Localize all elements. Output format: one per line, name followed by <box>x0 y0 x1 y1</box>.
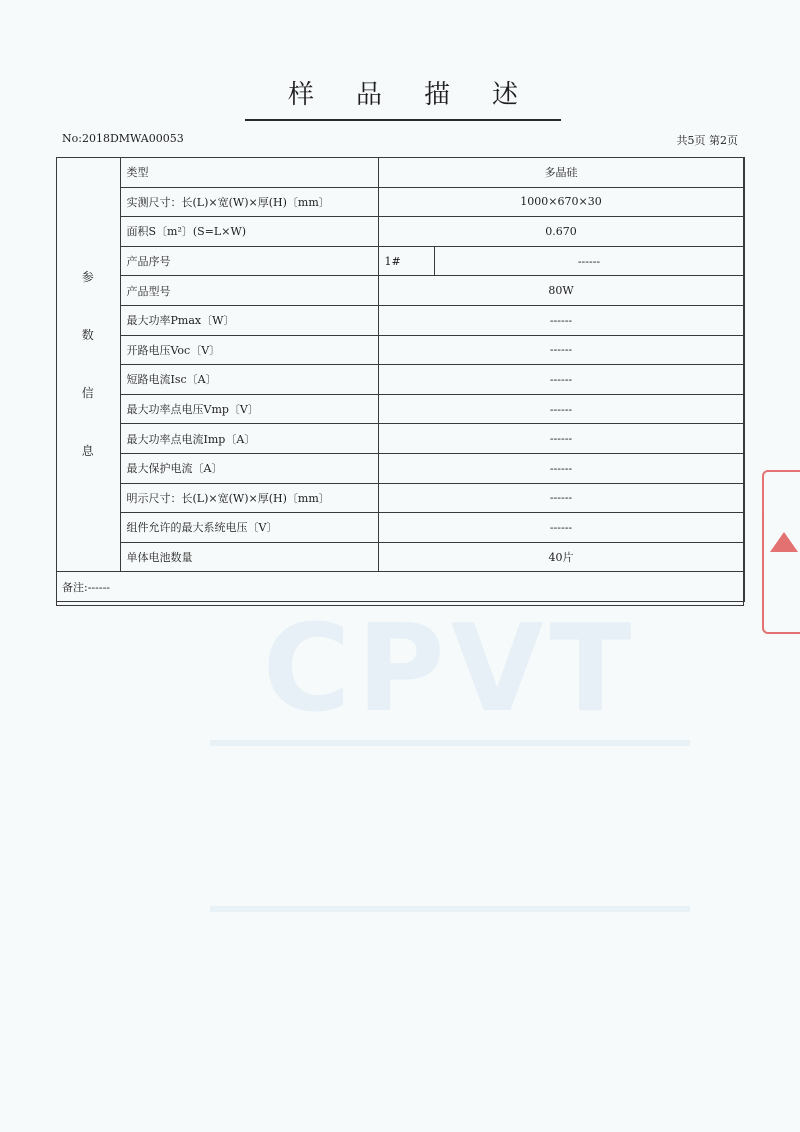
param-value: ------ <box>378 483 744 513</box>
seal-stamp <box>762 470 800 634</box>
group-label-char: 参 <box>81 270 94 285</box>
table-row <box>56 542 744 572</box>
table-row <box>56 394 744 424</box>
page-info: 共5页 第2页 <box>676 134 738 147</box>
param-label: 最大保护电流〔A〕 <box>120 453 378 483</box>
param-label: 最大功率点电压Vmp〔V〕 <box>120 394 378 424</box>
report-number: No:2018DMWA00053 <box>62 132 184 145</box>
param-label: 实测尺寸：长(L)×宽(W)×厚(H)〔mm〕 <box>120 187 378 217</box>
table-row <box>56 365 744 395</box>
table-row <box>56 335 744 365</box>
param-value: ------ <box>434 246 744 276</box>
table-row <box>56 187 744 217</box>
param-label: 组件允许的最大系统电压〔V〕 <box>120 513 378 543</box>
table-row <box>56 513 744 543</box>
param-value: ------ <box>378 394 744 424</box>
table-row <box>56 483 744 513</box>
watermark-band <box>210 740 690 912</box>
table-row <box>56 453 744 483</box>
page-title: 样品描述 <box>245 74 561 121</box>
param-value: ------ <box>378 424 744 454</box>
group-label-char: 信 <box>81 386 94 401</box>
group-label-char: 数 <box>81 328 94 343</box>
table-row <box>56 424 744 454</box>
remark-row <box>56 572 744 602</box>
param-value: ------ <box>378 513 744 543</box>
remark-text: 备注:------ <box>56 572 744 602</box>
param-label: 类型 <box>120 158 378 188</box>
param-value: 40片 <box>378 542 744 572</box>
table-row <box>56 217 744 247</box>
param-value: ------ <box>378 365 744 395</box>
param-value: 多晶硅 <box>378 158 744 188</box>
param-value: 0.670 <box>378 217 744 247</box>
param-label: 产品序号 <box>120 246 378 276</box>
group-label-cell <box>56 158 120 572</box>
param-label: 明示尺寸：长(L)×宽(W)×厚(H)〔mm〕 <box>120 483 378 513</box>
param-value: ------ <box>378 453 744 483</box>
param-value: ------ <box>378 335 744 365</box>
table-row <box>56 305 744 335</box>
table-row <box>56 246 744 276</box>
parameter-table <box>56 157 745 602</box>
param-label: 短路电流Isc〔A〕 <box>120 365 378 395</box>
param-label: 开路电压Voc〔V〕 <box>120 335 378 365</box>
param-label: 面积S〔m²〕(S=L×W) <box>120 217 378 247</box>
param-label: 最大功率点电流Imp〔A〕 <box>120 424 378 454</box>
param-value: 80W <box>378 276 744 306</box>
table-row <box>56 158 744 188</box>
param-value: 1000×670×30 <box>378 187 744 217</box>
group-label-char: 息 <box>81 444 94 459</box>
param-label: 单体电池数量 <box>120 542 378 572</box>
table-row <box>56 276 744 306</box>
watermark-text: CPVT <box>262 600 638 739</box>
param-label: 产品型号 <box>120 276 378 306</box>
param-label: 最大功率Pmax〔W〕 <box>120 305 378 335</box>
param-value: ------ <box>378 305 744 335</box>
serial-prefix: 1# <box>378 246 434 276</box>
